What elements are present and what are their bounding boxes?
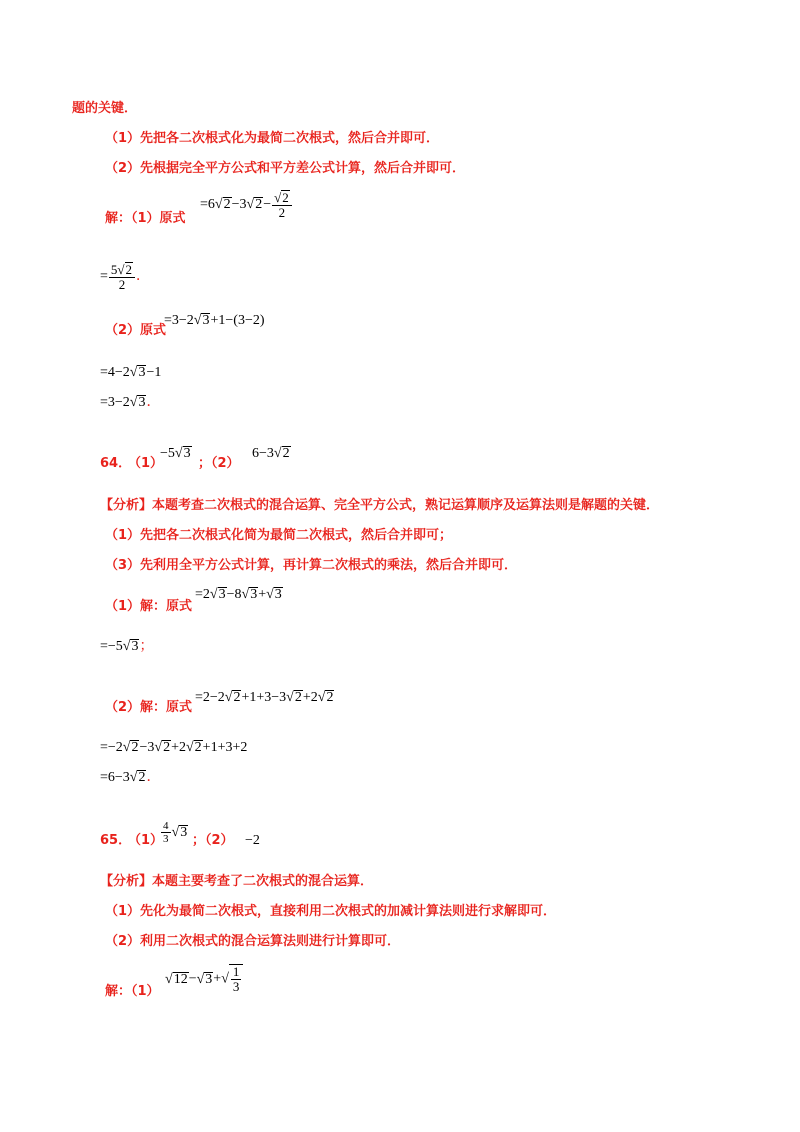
solution-label: （2）解：原式 [105,700,193,715]
text-line: （2）利用二次根式的混合运算法则进行计算即可． [105,934,401,949]
part-label: ；（2） [198,456,240,471]
text-line: （1）先化为最简二次根式，直接利用二次根式的加减计算法则进行求解即可． [105,904,557,919]
math-expression: =6√2−3√2− $\frac{√2}{2}$ [200,190,293,220]
text-line: 题的关键． [72,101,138,116]
solution-label: 解：（1） [105,984,160,999]
answer-value: −2 [245,833,260,848]
analysis-heading: 【分析】本题主要考查了二次根式的混合运算． [100,874,374,889]
solution-label: 解：（1）原式 [105,211,186,226]
answer-value: −5√3 [160,446,191,461]
math-expression: =3−2√3+1−(3−2) [164,313,265,328]
analysis-heading: 【分析】本题考查二次根式的混合运算、完全平方公式，熟记运算顺序及运算法则是解题的关键． [100,498,660,513]
part-label: ；（2） [192,833,234,848]
math-expression: =2√3−8√3+√3 [195,587,282,602]
text-line: （1）先把各二次根式化为最简二次根式，然后合并即可． [105,131,440,146]
math-expression: =6−3√2． [100,770,161,785]
math-expression: =−2√2−3√2+2√2+1+3+2 [100,740,248,755]
solution-label: （1）解：原式 [105,599,193,614]
question-number: 65． [100,833,132,848]
math-expression: =3−2√3． [100,395,161,410]
answer-value: $\frac{4}{3}$ √3 [163,820,188,845]
answer-value: 6−3√2 [252,446,290,461]
math-expression: =2−2√2+1+3−3√2+2√2 [195,690,334,705]
solution-label: （2）原式 [105,323,167,338]
math-expression: =4−2√3−1 [100,365,162,380]
math-expression: = $\frac{5√2}{2}$ ． [100,262,151,292]
text-line: （2）先根据完全平方公式和平方差公式计算，然后合并即可． [105,161,466,176]
text-line: （1）先把各二次根式化简为最简二次根式，然后合并即可； [105,528,453,543]
part-label: （1） [128,833,164,848]
math-expression: =−5√3； [100,639,154,654]
text-line: （3）先利用全平方公式计算，再计算二次根式的乘法，然后合并即可． [105,558,518,573]
math-expression: √12−√3+√ $\frac{1}{3}$ [165,964,243,994]
part-label: （1） [128,456,164,471]
question-number: 64． [100,456,132,471]
